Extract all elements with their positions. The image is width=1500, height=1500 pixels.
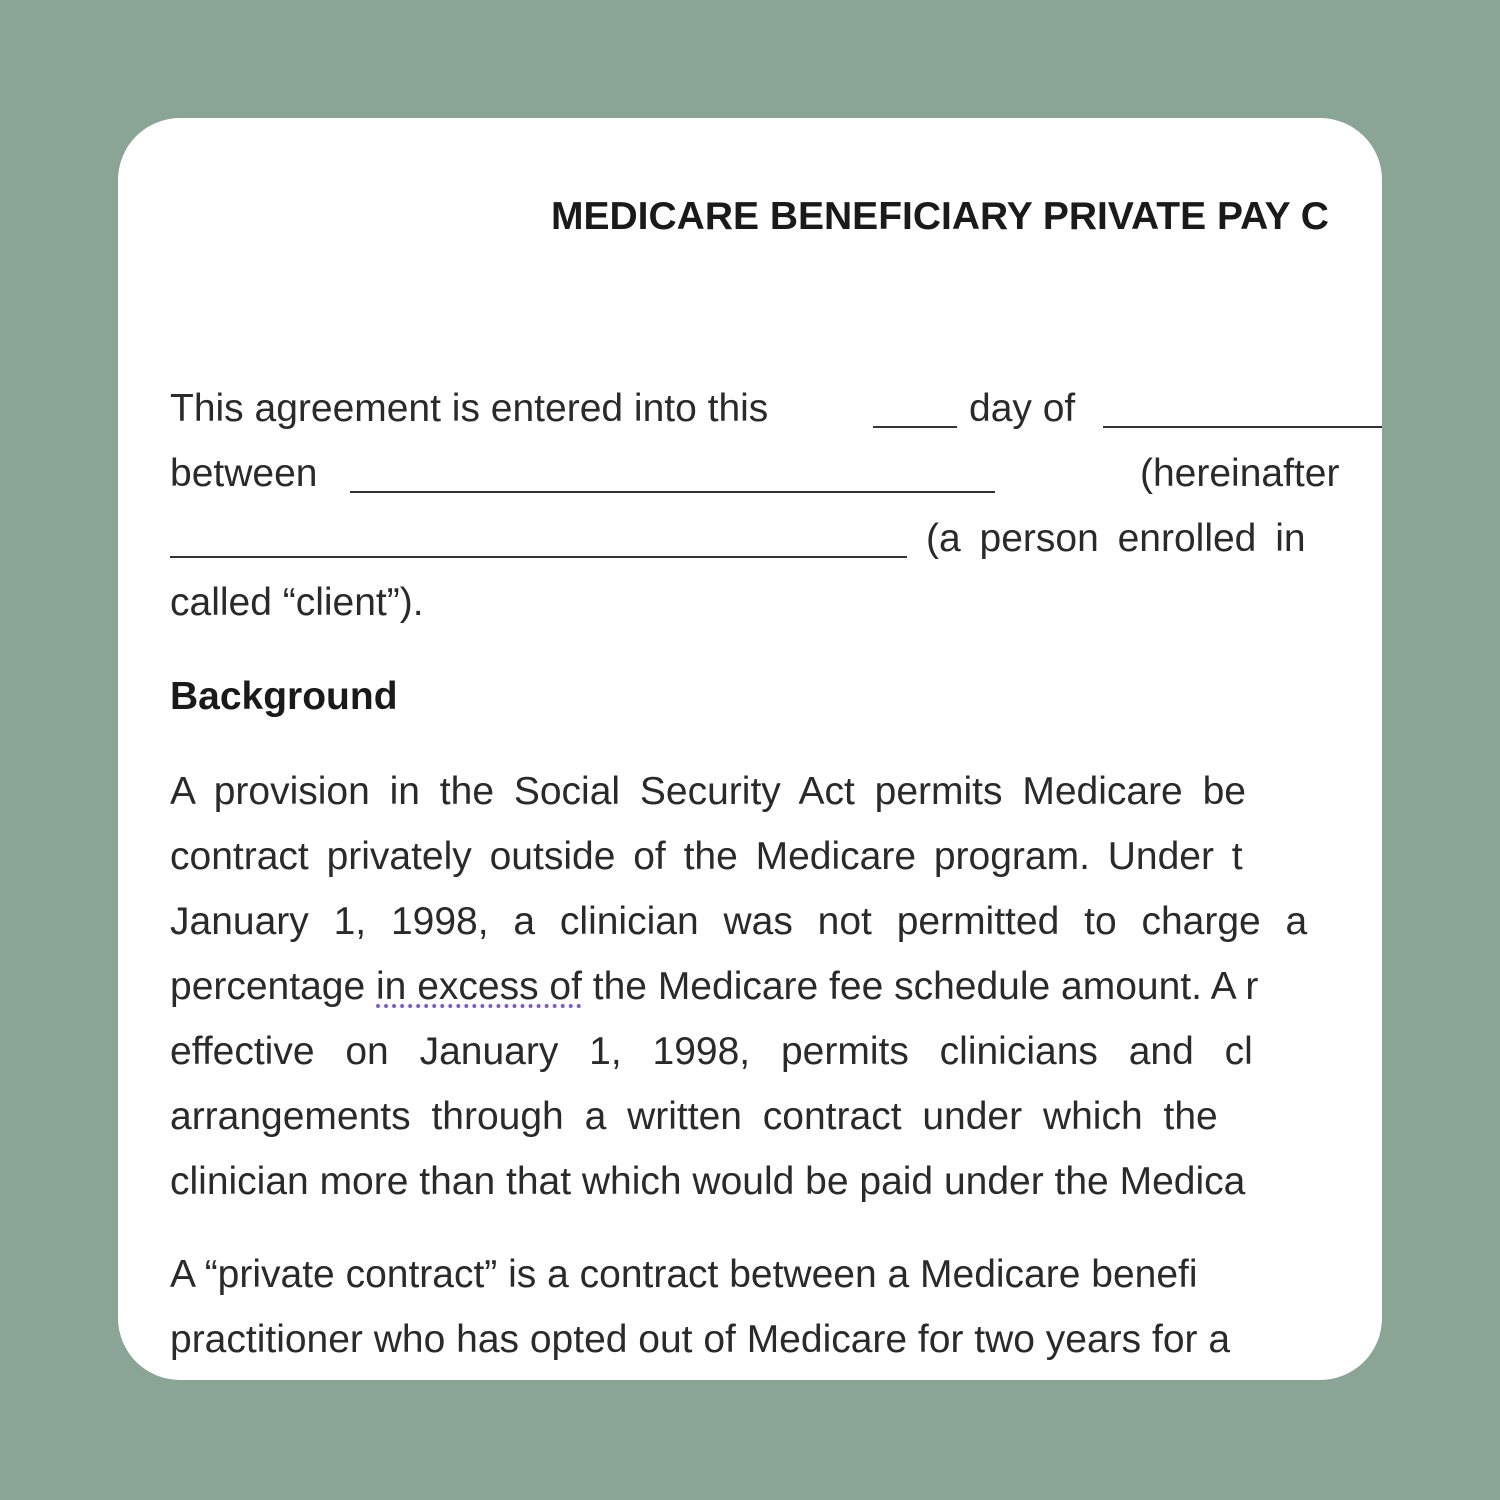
blank-month-field[interactable] (1103, 426, 1382, 428)
paragraph-1-line-4 (170, 964, 1258, 1010)
paragraph-2-line-2: practitioner who has opted out of Medicare for two years for a (170, 1318, 1231, 1361)
blank-day-field[interactable] (873, 426, 957, 428)
paragraph-1-line-2: contract privately outside of the Medicare program. Under t (170, 835, 1243, 878)
paragraph-1-line-4-after: the Medicare fee schedule amount. A r (581, 965, 1259, 1008)
blank-client-field[interactable] (170, 556, 907, 558)
intro-hereinafter-label: (hereinafter (1140, 452, 1340, 495)
intro-enrolled-label: (a person enrolled in (926, 517, 1306, 560)
background-heading: Background (170, 675, 398, 718)
paragraph-1-line-4-before: percentage (170, 965, 376, 1008)
paragraph-2-line-1: A “private contract” is a contract between a Medicare benefi (170, 1253, 1198, 1296)
flagged-phrase[interactable]: in excess of (376, 965, 582, 1008)
paragraph-1-line-1: A provision in the Social Security Act permits Medicare be (170, 770, 1246, 813)
intro-called-client: called “client”). (170, 581, 424, 624)
document-title: MEDICARE BENEFICIARY PRIVATE PAY C (551, 195, 1329, 238)
intro-text-start: This agreement is entered into this (170, 387, 769, 430)
intro-day-of-label: day of (969, 387, 1076, 430)
intro-line-1 (170, 386, 768, 432)
intro-between-label: between (170, 452, 318, 495)
blank-clinician-field[interactable] (350, 491, 995, 493)
paragraph-1-line-6: arrangements through a written contract under which the (170, 1095, 1218, 1138)
paragraph-1-line-3: January 1, 1998, a clinician was not permitted to charge a (170, 900, 1308, 943)
paragraph-1-line-7: clinician more than that which would be paid under the Medica (170, 1160, 1246, 1203)
paragraph-1-line-5: effective on January 1, 1998, permits clinicians and cl (170, 1030, 1253, 1073)
document-page (118, 118, 1382, 1380)
